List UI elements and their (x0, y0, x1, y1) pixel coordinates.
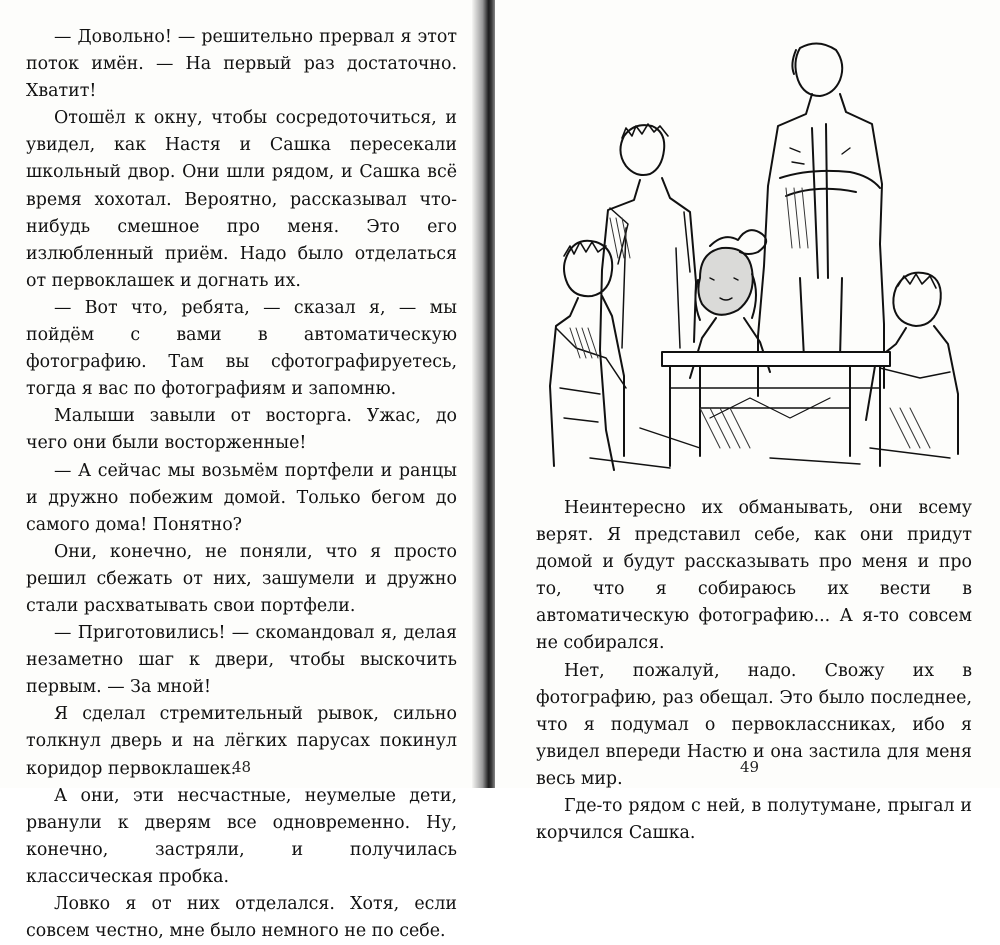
right-page (495, 0, 1000, 844)
page-number-left: 48 (232, 758, 252, 776)
paragraph: Отошёл к окну, чтобы сосредоточиться, и увидел, как Настя и Сашка пересекали школьный двор. Они шли рядом, и Сашка всё время хохотал. Вероятно, рассказывал что-нибудь смешное про меня. Это его излюбленный приём. Надо было отделаться от первоклашек и догнать их. (26, 108, 457, 291)
left-page (0, 0, 480, 942)
boy-center-figure (600, 124, 696, 470)
page-number-right: 49 (740, 758, 760, 776)
boy-left-figure (550, 241, 626, 466)
paragraph: — А сейчас мы возьмём портфели и ранцы и дружно побежим домой. Только бегом до самого дома! Понятно? (26, 460, 457, 535)
tall-boy-figure (758, 43, 884, 396)
paragraph: — Вот что, ребята, — сказал я, — мы пойдём с вами в автоматическую фотографию. Там вы сфотографируетесь, тогда я вас по фотографиям и запомню. (26, 297, 457, 400)
paragraph: — Приготовились! — скомандовал я, делая незаметно шаг к двери, чтобы выскочить первым. — За мной! (26, 623, 457, 698)
paragraph: А они, эти несчастные, неумелые дети, рванули к дверям все одновременно. Ну, конечно, застряли, и получилась классическая пробка. (26, 785, 457, 887)
paragraph: Ловко я от них отделался. Хотя, если совсем честно, мне было немного не по себе. (26, 894, 457, 942)
paragraph: Неинтересно их обманывать, они всему верят. Я представил себе, как они придут домой и будут рассказывать про меня и про то, что я собираюсь их вести в автоматическую фотографию... А я-то совсем не собирался. (536, 498, 972, 654)
paragraph: Я сделал стремительный рывок, сильно толкнул дверь и на лёгких парусах покинул коридор первоклашек. (26, 704, 457, 779)
paragraph: Они, конечно, не поняли, что я просто решил сбежать от них, зашумели и дружно стали расхватывать свои портфели. (26, 541, 457, 616)
paragraph: Где-то рядом с ней, в полутумане, прыгал и корчился Сашка. (536, 796, 972, 844)
right-page-text (536, 495, 972, 847)
paragraph: — Довольно! — решительно прервал я этот поток имён. — На первый раз достаточно. Хватит! (26, 27, 457, 102)
school-children-sketch-icon (550, 28, 970, 476)
paragraph: Малыши завыли от восторга. Ужас, до чего они были восторженные! (26, 406, 457, 454)
paragraph: Нет, пожалуй, надо. Свожу их в фотографию, раз обещал. Это было последнее, что я подумал о первоклассниках, ибо я увидел впереди Настю и она застила для меня весь мир. (536, 660, 972, 789)
left-page-text (26, 24, 457, 945)
